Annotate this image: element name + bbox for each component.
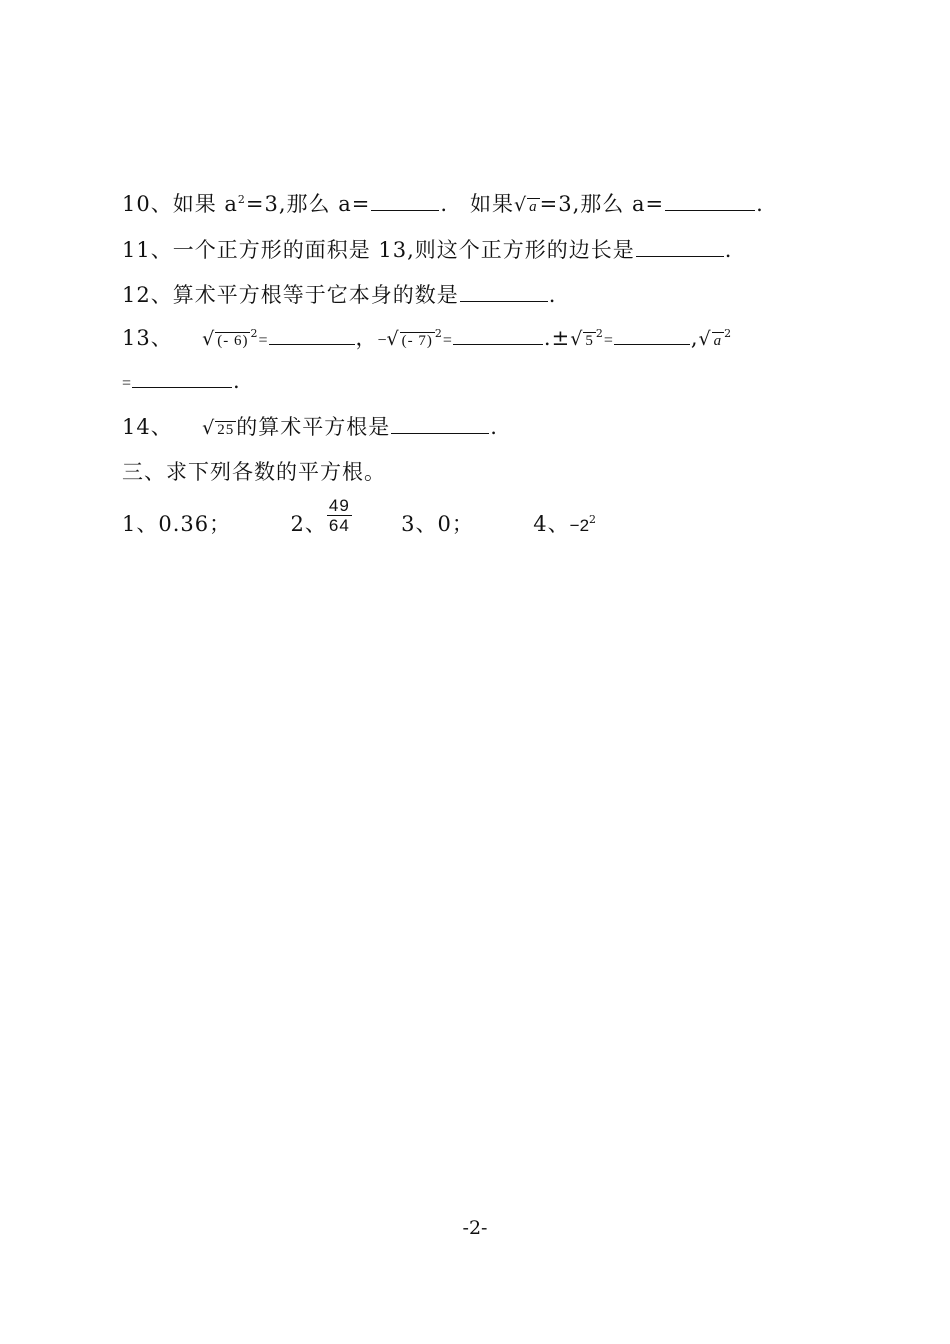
q10-text-e: . [756, 192, 764, 216]
section-3-title: 三、求下列各数的平方根。 [122, 460, 386, 484]
item-4-base: −2 [569, 516, 590, 535]
question-10 [122, 188, 764, 218]
item-2-label: 2、 [290, 512, 327, 536]
q14-radicand: 25 [217, 422, 235, 438]
question-14: 14、 √ 25的算术平方根是 . [122, 415, 498, 439]
q10-answer-blank-1[interactable] [371, 192, 439, 211]
fraction-numerator: 49 [328, 496, 350, 515]
q13-sqrt-3: √ 5 $^2$ [570, 327, 604, 350]
item-2-fraction [327, 496, 352, 535]
q12-end: . [548, 283, 557, 307]
item-4-exponent: 2 [589, 513, 598, 526]
q14-sqrt-25: √ 25 [202, 417, 235, 439]
question-13-continued: = . [122, 369, 241, 393]
section-3-items [122, 496, 598, 545]
q11-answer-blank[interactable] [636, 238, 724, 257]
minus-sign: − [377, 332, 387, 349]
q10-text-a: 10、如果 a [122, 192, 238, 216]
q10-text-d: =3,那么 a= [539, 192, 665, 216]
q10-exponent: 2 [237, 193, 246, 206]
q10-radicand: a [529, 199, 538, 215]
q11-text: 11、一个正方形的面积是 13,则这个正方形的边长是 [122, 238, 635, 262]
q13-radicand-4: a [713, 333, 723, 349]
q13-radicand-3: 5 [585, 333, 594, 349]
q10-text-c: . 如果 [440, 192, 515, 216]
q13-answer-blank-1[interactable] [269, 326, 355, 345]
question-12 [122, 279, 556, 309]
q10-answer-blank-2[interactable] [665, 192, 755, 211]
q12-answer-blank[interactable] [460, 283, 548, 302]
item-4-label: 4、 [533, 512, 570, 536]
q10-sqrt-a: √ a [514, 194, 538, 216]
q13-sqrt-2: √ (- 7) $^2$ [386, 327, 443, 350]
question-11 [122, 234, 732, 264]
q13-sqrt-4: √ a $^2$ [698, 327, 733, 350]
fraction-denominator: 64 [328, 516, 350, 535]
q13-sqrt-1: √ (- 6) $^2$ [202, 327, 259, 350]
page-number: -2- [462, 1217, 488, 1239]
question-13: 13、 √ (- 6) $^2$= ，−√ (- 7) $^2$= .±√ 5 $^2$= ,√ a $^2$ [122, 326, 733, 350]
q14-answer-blank[interactable] [391, 415, 489, 434]
q13-answer-blank-3[interactable] [614, 326, 690, 345]
q13-radicand-2: (- 7) [401, 333, 433, 349]
item-1: 1、0.36； [122, 512, 232, 536]
q10-text-b: =3,那么 a= [245, 192, 371, 216]
q14-text: 的算术平方根是 [236, 415, 391, 439]
q13-answer-blank-4[interactable] [132, 369, 232, 388]
q14-number: 14、 [122, 415, 173, 439]
q13-radicand-1: (- 6) [217, 333, 249, 349]
q11-end: . [724, 238, 733, 262]
q13-number: 13、 [122, 326, 173, 350]
q13-answer-blank-2[interactable] [453, 326, 543, 345]
section-3-heading [122, 456, 386, 486]
item-3: 3、0； [401, 512, 474, 536]
q12-text: 12、算术平方根等于它本身的数是 [122, 283, 459, 307]
